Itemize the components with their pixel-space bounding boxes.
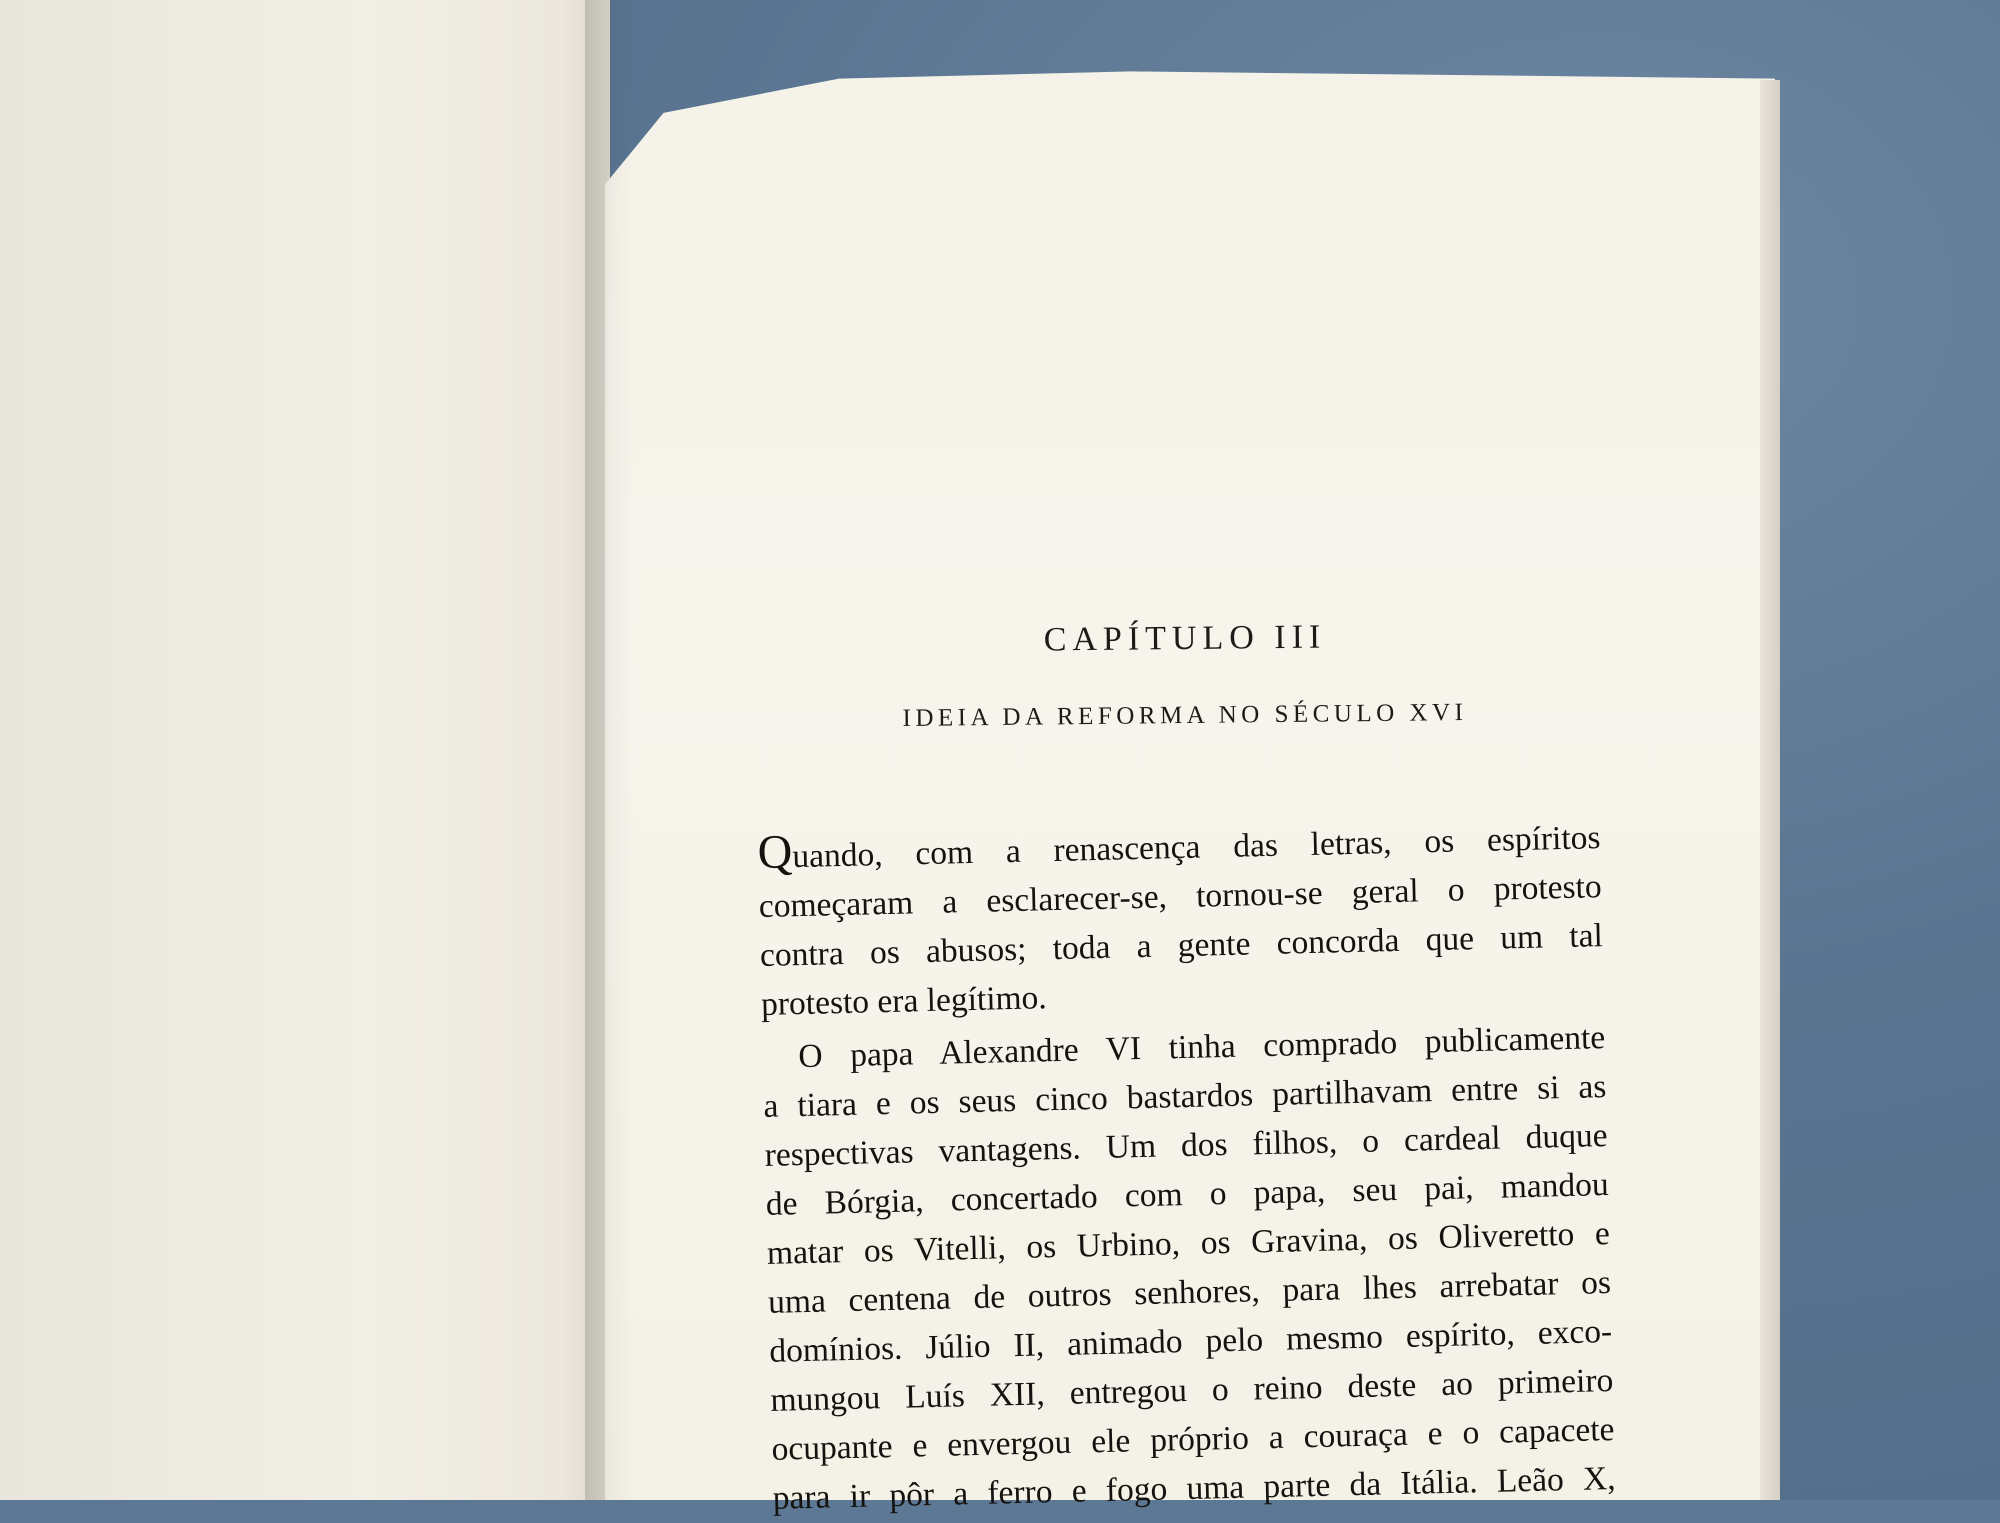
text-line: O papa Alexandre VI tinha comprado publicamente: [797, 1019, 1606, 1076]
body-text: [757, 808, 1616, 1523]
text-line: para ir pôr a ferro e fogo uma parte da Itália. Leão X,: [772, 1459, 1616, 1517]
text-line: a tiara e os seus cinco bastardos partilhavam entre si as: [763, 1068, 1607, 1125]
chapter-subtitle: IDEIA DA REFORMA NO SÉCULO XVI: [902, 699, 1468, 732]
book-gutter-shadow: [585, 0, 635, 1500]
left-page-text-blur: [0, 85, 580, 686]
bleed-through-text: ​: [1599, 204, 1601, 238]
text-line: ocupante e envergou ele próprio a couraça e o capacete: [771, 1410, 1615, 1468]
text-line: mungou Luís XII, entregou o reino deste ao primeiro: [770, 1361, 1614, 1419]
left-page-blurred: [0, 0, 610, 1500]
text-line: domínios. Júlio II, animado pelo mesmo espírito, exco-: [768, 1312, 1613, 1370]
text-line: respectivas vantagens. Um dos filhos, o cardeal duque: [764, 1117, 1608, 1174]
text-line: matar os Vitelli, os Urbino, os Gravina, os Oliveretto e: [766, 1215, 1611, 1272]
chapter-title: CAPÍTULO III: [1043, 618, 1327, 659]
page-stack-edge: [1760, 80, 1780, 1500]
text-line: de Bórgia, concertado com o papa, seu pai, mandou: [765, 1166, 1610, 1223]
text-line: começaram a esclarecer-se, tornou-se geral o protesto: [758, 868, 1603, 925]
text-line: uma centena de outros senhores, para lhes arrebatar os: [767, 1264, 1612, 1321]
text-line: Quando, com a renascença das letras, os espíritos: [756, 819, 1601, 879]
text-line: contra os abusos; toda a gente concorda que um tal: [759, 917, 1604, 974]
drop-cap: Q: [756, 825, 793, 879]
text-line: protesto era legítimo.: [760, 979, 1048, 1023]
